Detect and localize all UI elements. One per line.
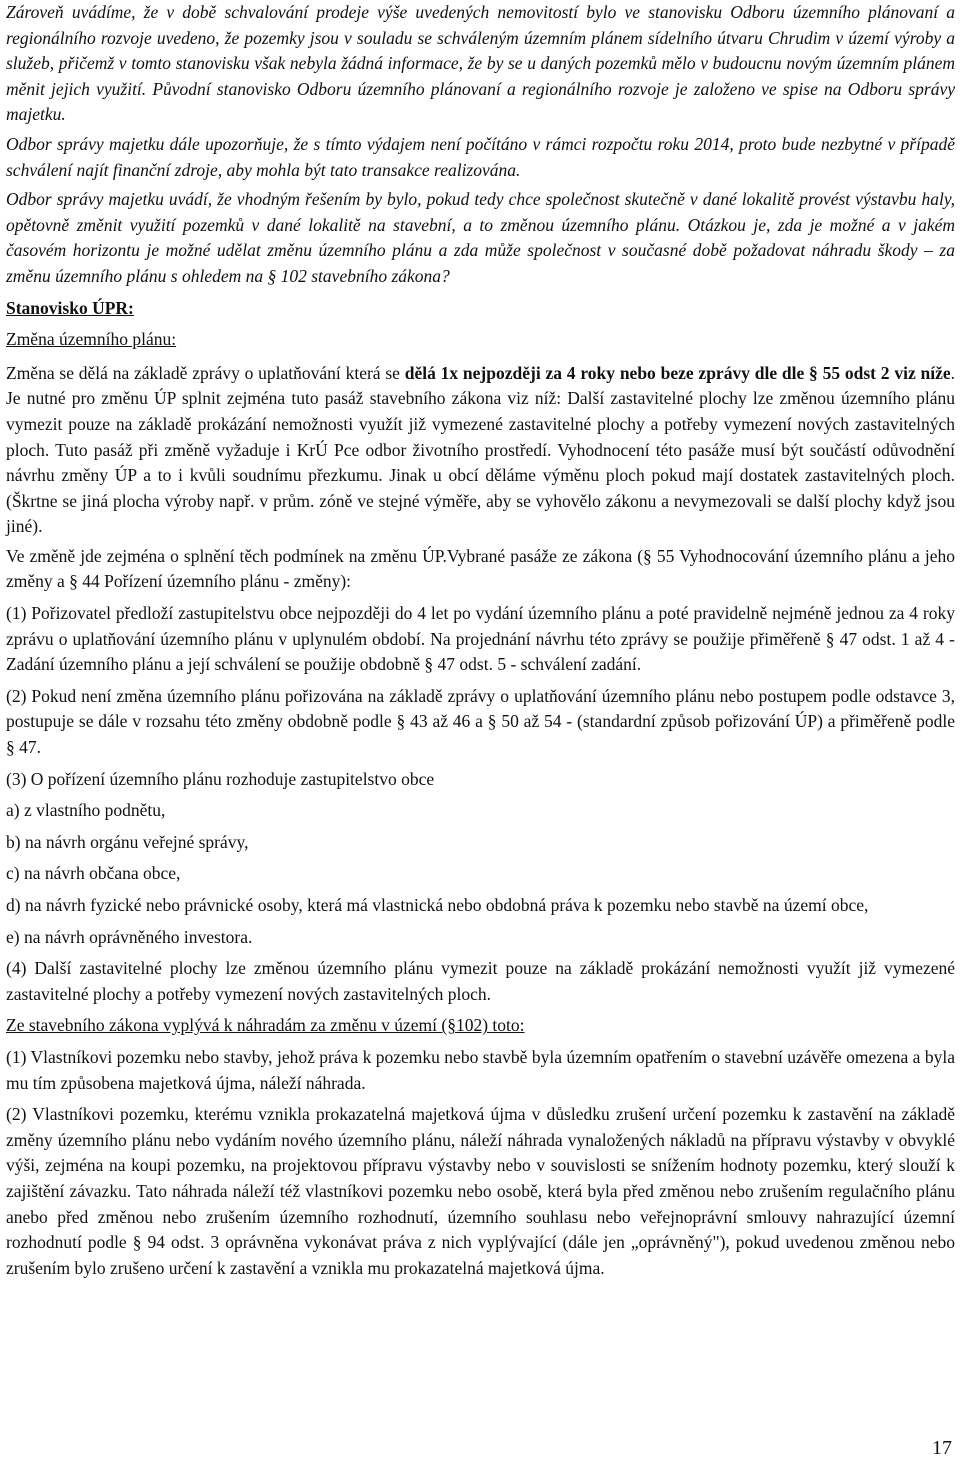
list-item-c: c) na návrh občana obce, (6, 863, 181, 884)
heading-stanovisko-text: Stanovisko ÚPR: (6, 297, 134, 318)
heading-nahrady-text: Ze stavebního zákona vyplývá k náhradám za změnu v území (§102) toto: (6, 1015, 525, 1036)
paragraph-reseni: Odbor správy majetku uvádí, že vhodným řešením by bylo, pokud tedy chce společnost skutečně v dané lokalitě provést výstavbu haly, opětovně změnit využití pozemků v dané lokalitě na stavební, a to změnou územního plánu. Otázkou je, zda je možné a v jakém časovém horizontu je možné udělat změnu územního plánu a zda může společnost v současné době požadovat náhradu škody – za změnu územního plánu s ohledem na § 102 stavebního zákona? (6, 189, 955, 286)
paragraph-zmena-zaklad (6, 361, 955, 540)
paragraph-podminky: Ve změně jde zejména o splnění těch podmínek na změnu ÚP.Vybrané pasáže ze zákona (§ 55 Vyhodnocování územního plánu a jeho změny a § 44 Pořízení územního plánu - změny): (6, 545, 955, 592)
list-item-a: a) z vlastního podnětu, (6, 800, 166, 821)
list-item-e: e) na návrh oprávněného investora. (6, 926, 253, 947)
list-item-d: d) na návrh fyzické nebo právnické osoby, která má vlastnická nebo obdobná práva k pozemku nebo stavbě na území obce, (6, 895, 869, 915)
list-item-b: b) na návrh orgánu veřejné správy, (6, 831, 249, 852)
paragraph-nahrada-1: (1) Vlastníkovi pozemku nebo stavby, jehož práva k pozemku nebo stavbě byla územním opatřením o stavební uzávěře omezena a byla mu tím způsobena majetková újma, náleží náhrada. (6, 1046, 955, 1093)
heading-zmena-up (6, 327, 955, 353)
paragraph-odst-3: (3) O pořízení územního plánu rozhoduje zastupitelstvo obce (6, 768, 435, 789)
page-number: 17 (932, 1437, 952, 1459)
zmena-text-start: Změna se dělá na základě zprávy o uplatňování která se (6, 362, 405, 383)
heading-nahrady (6, 1013, 955, 1039)
paragraph-odst-4: (4) Další zastavitelné plochy lze změnou územního plánu vymezit pouze na základě prokázání nemožnosti využít již vymezené zastavitelné plochy a potřeby vymezení nových zastavitelných ploch. (6, 958, 955, 1004)
paragraph-odst-1: (1) Pořizovatel předloží zastupitelstvu obce nejpozději do 4 let po vydání územního plánu a poté pravidelně nejméně jednou za 4 roky zprávu o uplatňování územního plánu v uplynulém období. Na projednání návrhu této zprávy se použije přiměřeně § 47 odst. 1 až 4 - Zadání územního plánu a její schválení se použije obdobně § 47 odst. 5 - schválení zadání. (6, 603, 955, 675)
zmena-text-bold: dělá 1x nejpozději za 4 roky nebo beze zprávy dle dle § 55 odst 2 viz níže (404, 362, 951, 383)
zmena-text-rest: . Je nutné pro změnu ÚP splnit zejména tuto pasáž stavebního zákona viz níž: Další zastavitelné plochy lze změnou územního plánu vymezit pouze na základě prokázání nemožnosti využít již vymezené zastavitelné plochy a potřeby vymezení nových zastavitelných ploch. Tuto pasáž při změně vyžaduje i KrÚ Pce odbor životního prostředí. Vyhodnocení této pasáže musí být součástí odůvodnění návrhu změny ÚP a to i kvůli soudnímu přezkumu. Jinak u obcí děláme výměnu ploch pokud mají dostatek zastavitelných ploch. (Škrtne se jiná plocha výroby např. v prům. zóně ve stejné výměře, aby se vyhovělo zákonu a nevymezovali se další plochy když jsou jiné). (6, 362, 956, 537)
paragraph-odst-2: (2) Pokud není změna územního plánu pořizována na základě zprávy o uplatňování územního plánu nebo postupem podle odstavce 3, postupuje se dále v rozsahu této změny obdobně podle § 43 až 46 a § 50 až 54 - (standardní způsob pořizování ÚP) a přiměřeně podle § 47. (6, 685, 955, 758)
paragraph-nahrada-2: (2) Vlastníkovi pozemku, kterému vznikla prokazatelná majetková újma v důsledku zrušení určení pozemku k zastavění na základě změny územního plánu nebo vydáním nového územního plánu, náleží náhrada vynaložených nákladů na přípravu výstavby v obvyklé výši, zejména na koupi pozemku, na projektovou přípravu výstavby nebo v souvislosti se snížením hodnoty pozemku, který slouží k zajištění závazku. Tato náhrada náleží též vlastníkovi pozemku nebo osobě, která byla před změnou nebo zrušením regulačního plánu anebo před změnou nebo zrušením územního rozhodnutí, územního souhlasu nebo veřejnoprávní smlouvy nahrazující územní rozhodnutí podle § 94 odst. 3 oprávněna vykonávat práva z nich vyplývající (dále jen „oprávněný"), pokud uvedenou změnou nebo zrušením bylo zrušeno určení k zastavění a vznikla mu prokazatelná majetková újma. (6, 1104, 955, 1278)
heading-stanovisko-upr (6, 296, 955, 322)
paragraph-prodej-stanovisko: Zároveň uvádíme, že v době schvalování prodeje výše uvedených nemovitostí bylo ve stanovisku Odboru územního plánovaní a regionálního rozvoje uvedeno, že pozemky jsou v souladu se schváleným územním plánem sídelního útvaru Chrudim v území výroby a služeb, přičemž v tomto stanovisku však nebyla žádná informace, že by se u daných pozemků mělo v budoucnu novým územním plánem měnit jejich využití. Původní stanovisko Odboru územního plánovaní a regionálního rozvoje je založeno ve spise na Odboru správy majetku. (6, 2, 955, 125)
heading-zmena-text: Změna územního plánu: (6, 329, 177, 350)
paragraph-rozpocet: Odbor správy majetku dále upozorňuje, že s tímto výdajem není počítáno v rámci rozpočtu roku 2014, proto bude nezbytné v případě schválení najít finanční zdroje, aby mohla být tato transakce realizována. (6, 133, 955, 180)
